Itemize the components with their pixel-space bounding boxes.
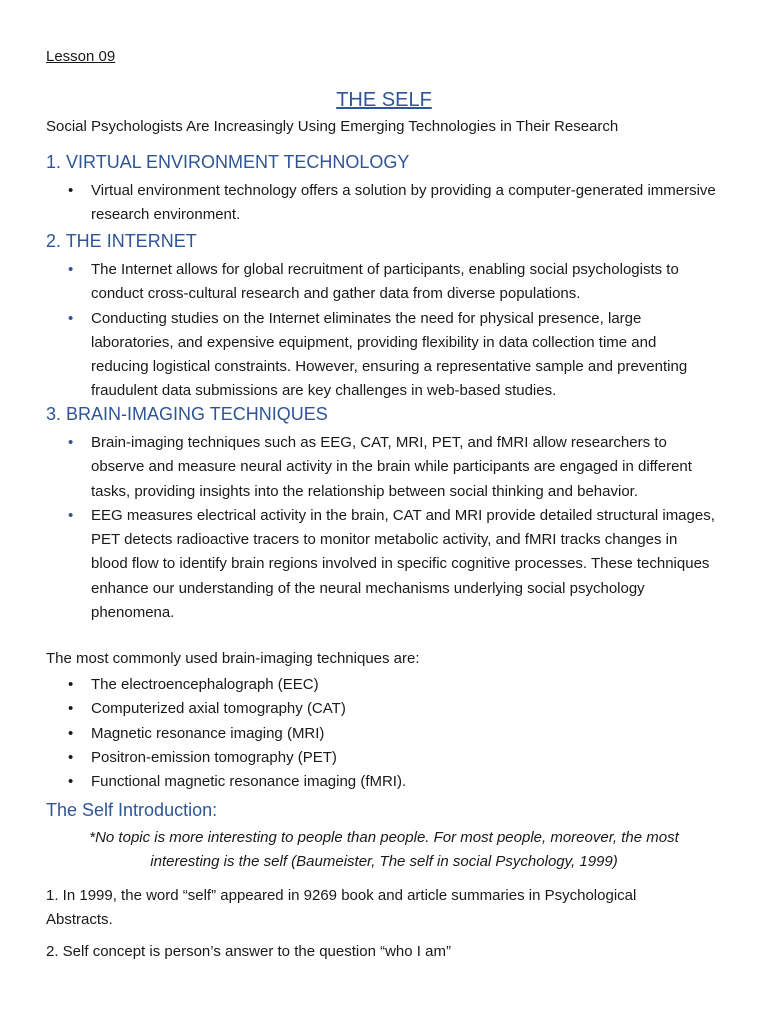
page-title: THE SELF [336,89,432,111]
section-list-virtual-environment [68,179,718,228]
techniques-list [68,673,718,794]
page-subtitle: Social Psychologists Are Increasingly Using Emerging Technologies in Their Research [46,118,619,135]
list-item: • The Internet allows for global recruitment of participants, enabling social psychologists to conduct cross-cultural research and gather data from diverse populations. [68,258,718,307]
point-1: 1. In 1999, the word “self” appeared in 9269 book and article summaries in Psychological Abstracts. [46,887,637,928]
section-list-brain-imaging [68,431,718,625]
section-heading-self-introduction: The Self Introduction: [46,800,218,820]
list-item: • Brain-imaging techniques such as EEG, CAT, MRI, PET, and fMRI allow researchers to observe and measure neural activity in the brain while participants are engaged in different tasks, providing insights into the relationship between social thinking and behavior. [68,431,718,504]
list-item: • Positron-emission tomography (PET) [68,746,718,770]
list-item: • Computerized axial tomography (CAT) [68,697,718,721]
section-heading-virtual-environment: 1. VIRTUAL ENVIRONMENT TECHNOLOGY [46,152,410,172]
list-item: • Magnetic resonance imaging (MRI) [68,722,718,746]
list-item: • Virtual environment technology offers a solution by providing a computer-generated immersive research environment. [68,179,718,228]
point-2: 2. Self concept is person’s answer to the question “who I am” [46,943,451,960]
section-heading-brain-imaging: 3. BRAIN-IMAGING TECHNIQUES [46,404,328,424]
common-techniques-intro: The most commonly used brain-imaging techniques are: [46,650,420,667]
list-item: • The electroencephalograph (EEC) [68,673,718,697]
list-item: • EEG measures electrical activity in the brain, CAT and MRI provide detailed structural images, PET detects radioactive tracers to monitor metabolic activity, and fMRI tracks changes in blood flow to identify brain regions involved in specific cognitive processes. These techniques enhance our understanding of the neural mechanisms underlying social psychology phenomena. [68,504,718,625]
quote-text: *No topic is more interesting to people than people. For most people, moreover, the most interesting is the self (Baumeister, The self in social Psychology, 1999) [89,829,679,870]
section-list-internet [68,258,718,404]
section-heading-internet: 2. THE INTERNET [46,231,197,251]
list-item: • Conducting studies on the Internet eliminates the need for physical presence, large laboratories, and expensive equipment, providing flexibility in data collection time and reducing logistical constraints. However, ensuring a representative sample and preventing fraudulent data submissions are key challenges in web-based studies. [68,307,718,404]
lesson-label: Lesson 09 [46,48,116,65]
list-item: • Functional magnetic resonance imaging (fMRI). [68,770,718,794]
